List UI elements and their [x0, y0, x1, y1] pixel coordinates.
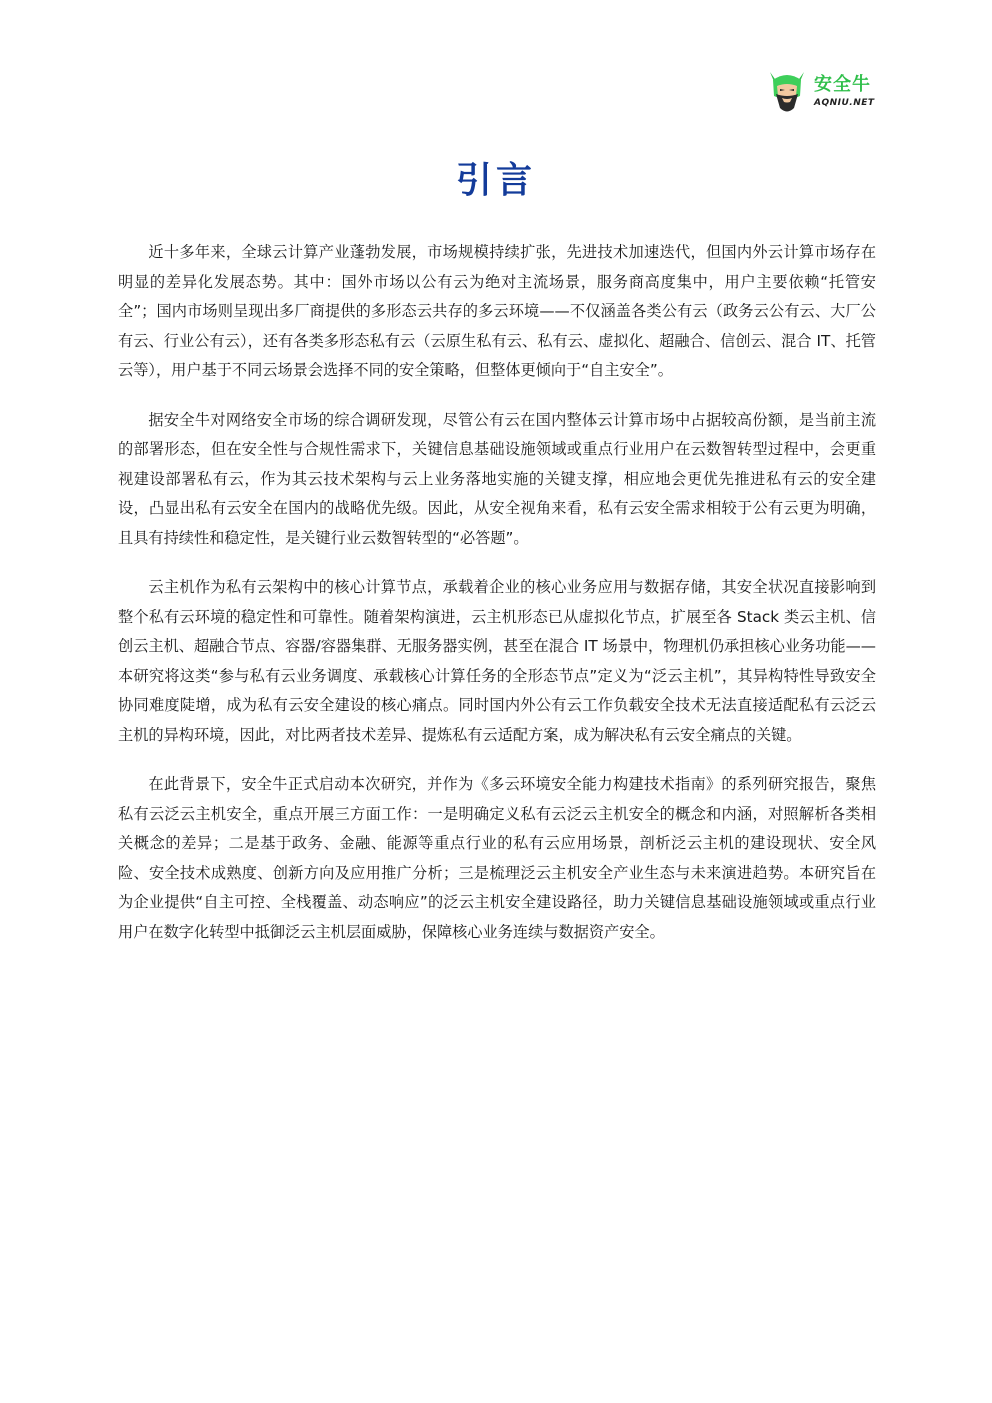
body-text: [118, 238, 876, 967]
bull-mascot-icon: [767, 68, 807, 116]
page-title: 引言: [455, 160, 536, 201]
paragraph: 云主机作为私有云架构中的核心计算节点，承载着企业的核心业务应用与数据存储，其安全状况直接影响到整个私有云环境的稳定性和可靠性。随着架构演进，云主机形态已从虚拟化节点，扩展至各 Stack 类云主机、信创云主机、超融合节点、容器/容器集群、无服务器实例，甚至在混合 IT 场景中，物理机仍承担核心业务功能——本研究将这类“参与私有云业务调度、承载核心计算任务的全形态节点”定义为“泛云主机”，其异构特性导致安全协同难度陡增，成为私有云安全建设的核心痛点。同时国内外公有云工作负载安全技术无法直接适配私有云泛云主机的异构环境，因此，对比两者技术差异、提炼私有云适配方案，成为解决私有云安全痛点的关键。: [118, 578, 876, 744]
logo-chinese-text: 安全牛: [814, 74, 871, 95]
brand-logo: [767, 68, 877, 118]
paragraph: 据安全牛对网络安全市场的综合调研发现，尽管公有云在国内整体云计算市场中占据较高份额，是当前主流的部署形态，但在安全性与合规性需求下，关键信息基础设施领域或重点行业用户在云数智转型过程中，会更重视建设部署私有云，作为其云技术架构与云上业务落地实施的关键支撑，相应地会更优先推进私有云的安全建设，凸显出私有云安全在国内的战略优先级。因此，从安全视角来看，私有云安全需求相较于公有云更为明确，且具有持续性和稳定性，是关键行业云数智转型的“必答题”。: [118, 410, 876, 547]
paragraph: 在此背景下，安全牛正式启动本次研究，并作为《多云环境安全能力构建技术指南》的系列研究报告，聚焦私有云泛云主机安全，重点开展三方面工作：一是明确定义私有云泛云主机安全的概念和内涵，对照解析各类相关概念的差异；二是基于政务、金融、能源等重点行业的私有云应用场景，剖析泛云主机的建设现状、安全风险、安全技术成熟度、创新方向及应用推广分析；三是梳理泛云主机安全产业生态与未来演进趋势。本研究旨在为企业提供“自主可控、全栈覆盖、动态响应”的泛云主机安全建设路径，助力关键信息基础设施领域或重点行业用户在数字化转型中抵御泛云主机层面威胁，保障核心业务连续与数据资产安全。: [118, 775, 876, 941]
paragraph: 近十多年来，全球云计算产业蓬勃发展，市场规模持续扩张，先进技术加速迭代，但国内外云计算市场存在明显的差异化发展态势。其中：国外市场以公有云为绝对主流场景，服务商高度集中，用户主要依赖“托管安全”；国内市场则呈现出多厂商提供的多形态云共存的多云环境——不仅涵盖各类公有云（政务云公有云、大厂公有云、行业公有云），还有各类多形态私有云（云原生私有云、私有云、虚拟化、超融合、信创云、混合 IT、托管云等），用户基于不同云场景会选择不同的安全策略，但整体更倾向于“自主安全”。: [118, 243, 876, 379]
logo-english-text: AQNIU.NET: [814, 98, 875, 108]
